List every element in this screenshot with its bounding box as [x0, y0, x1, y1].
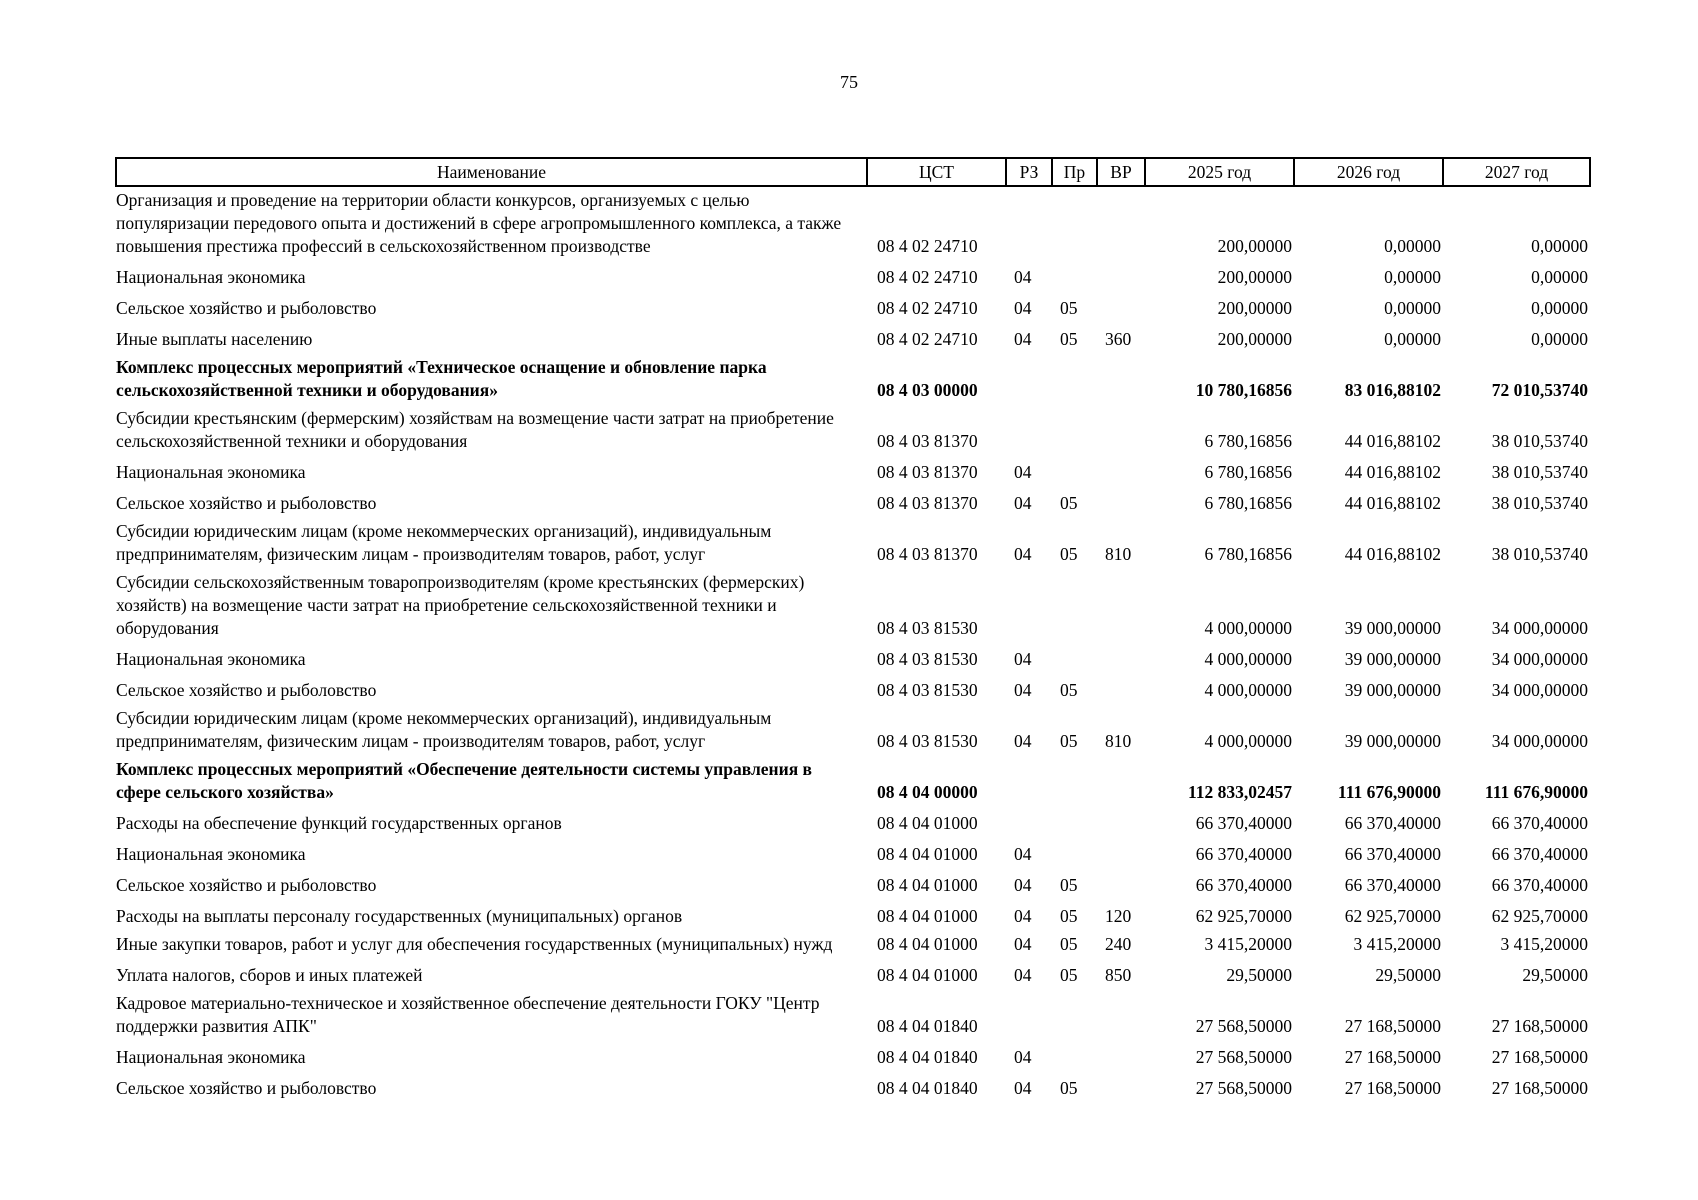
cell-name: Комплекс процессных мероприятий «Обеспечение деятельности системы управления в сфере сельского хозяйства» — [116, 759, 813, 802]
cell-rz: 04 — [1014, 462, 1032, 482]
cell-name: Национальная экономика — [116, 462, 306, 482]
cell-cst: 08 4 04 01000 — [877, 813, 978, 833]
cell-2026: 44 016,88102 — [1344, 493, 1441, 513]
cell-2026: 66 370,40000 — [1344, 875, 1441, 895]
cell-rz: 04 — [1014, 649, 1032, 669]
cell-name: Организация и проведение на территории области конкурсов, организуемых с целью популяризации передового опыта и достижений в сфере агропромышленного комплекса, а также повышения престижа профессий в сельскохозяйственном производстве — [116, 190, 842, 256]
cell-2027: 3 415,20000 — [1500, 934, 1588, 954]
cell-2025: 27 568,50000 — [1195, 1047, 1292, 1067]
cell-vr — [1097, 456, 1145, 487]
cell-2027: 0,00000 — [1531, 329, 1588, 349]
cell-pr — [1052, 990, 1097, 1041]
cell-2026: 0,00000 — [1384, 267, 1441, 287]
budget-table — [115, 157, 1591, 1103]
cell-rz: 04 — [1014, 875, 1032, 895]
cell-vr — [1097, 869, 1145, 900]
cell-2026: 39 000,00000 — [1344, 731, 1441, 751]
cell-name: Кадровое материально-техническое и хозяйственное обеспечение деятельности ГОКУ "Центр поддержки развития АПК" — [116, 993, 820, 1036]
cell-rz: 04 — [1014, 1047, 1032, 1067]
header-2027: 2027 год — [1443, 158, 1590, 186]
cell-vr — [1097, 807, 1145, 838]
cell-2026: 83 016,88102 — [1344, 380, 1441, 400]
table-row — [116, 756, 1590, 807]
cell-rz — [1006, 186, 1052, 261]
cell-cst: 08 4 02 24710 — [877, 236, 978, 256]
cell-2026: 29,50000 — [1375, 965, 1441, 985]
cell-vr — [1097, 569, 1145, 643]
cell-vr — [1097, 354, 1145, 405]
cell-name: Иные закупки товаров, работ и услуг для обеспечения государственных (муниципальных) нужд — [116, 934, 833, 954]
cell-name: Субсидии крестьянским (фермерским) хозяйствам на возмещение части затрат на приобретение сельскохозяйственной техники и оборудования — [116, 408, 834, 451]
table-row — [116, 292, 1590, 323]
table-row — [116, 705, 1590, 756]
cell-2027: 34 000,00000 — [1491, 649, 1588, 669]
cell-2025: 4 000,00000 — [1204, 649, 1292, 669]
cell-2025: 6 780,16856 — [1204, 493, 1292, 513]
cell-2025: 62 925,70000 — [1195, 906, 1292, 926]
cell-2026: 44 016,88102 — [1344, 462, 1441, 482]
table-row — [116, 354, 1590, 405]
cell-2025: 6 780,16856 — [1204, 431, 1292, 451]
cell-rz — [1006, 756, 1052, 807]
cell-pr — [1052, 643, 1097, 674]
cell-vr — [1097, 1072, 1145, 1103]
cell-pr — [1052, 1041, 1097, 1072]
table-row — [116, 1072, 1590, 1103]
cell-cst: 08 4 03 81530 — [877, 731, 978, 751]
cell-rz: 04 — [1014, 493, 1032, 513]
table-row — [116, 1041, 1590, 1072]
cell-vr — [1097, 405, 1145, 456]
cell-2027: 111 676,90000 — [1484, 782, 1588, 802]
cell-pr: 05 — [1060, 934, 1078, 954]
cell-rz — [1006, 354, 1052, 405]
cell-rz — [1006, 405, 1052, 456]
cell-rz: 04 — [1014, 329, 1032, 349]
cell-name: Расходы на выплаты персоналу государственных (муниципальных) органов — [116, 906, 683, 926]
cell-2027: 34 000,00000 — [1491, 618, 1588, 638]
cell-name: Субсидии юридическим лицам (кроме некоммерческих организаций), индивидуальным предпринимателям, физическим лицам - производителям товаров, работ, услуг — [116, 521, 772, 564]
cell-name: Сельское хозяйство и рыболовство — [116, 1078, 377, 1098]
cell-2027: 27 168,50000 — [1491, 1016, 1588, 1036]
cell-2027: 38 010,53740 — [1491, 462, 1588, 482]
cell-name: Субсидии юридическим лицам (кроме некоммерческих организаций), индивидуальным предпринимателям, физическим лицам - производителям товаров, работ, услуг — [116, 708, 772, 751]
cell-cst: 08 4 03 81370 — [877, 431, 978, 451]
cell-rz: 04 — [1014, 1078, 1032, 1098]
cell-2026: 62 925,70000 — [1344, 906, 1441, 926]
cell-vr — [1097, 756, 1145, 807]
cell-2027: 66 370,40000 — [1491, 875, 1588, 895]
cell-2027: 62 925,70000 — [1491, 906, 1588, 926]
cell-rz: 04 — [1014, 906, 1032, 926]
page-number: 75 — [840, 72, 858, 92]
table-row — [116, 405, 1590, 456]
cell-name: Уплата налогов, сборов и иных платежей — [116, 965, 423, 985]
cell-vr — [1097, 186, 1145, 261]
header-2025: 2025 год — [1145, 158, 1294, 186]
cell-vr — [1097, 990, 1145, 1041]
cell-name: Субсидии сельскохозяйственным товаропроизводителям (кроме крестьянских (фермерских) хозяйств) на возмещение части затрат на приобретение сельскохозяйственной техники и оборудования — [116, 572, 805, 638]
cell-vr: 810 — [1105, 544, 1132, 564]
cell-2025: 6 780,16856 — [1204, 462, 1292, 482]
table-row — [116, 487, 1590, 518]
cell-2026: 0,00000 — [1384, 329, 1441, 349]
cell-2025: 112 833,02457 — [1187, 782, 1292, 802]
cell-name: Национальная экономика — [116, 267, 306, 287]
cell-pr: 05 — [1060, 906, 1078, 926]
cell-pr: 05 — [1060, 680, 1078, 700]
cell-vr: 360 — [1105, 329, 1132, 349]
cell-rz — [1006, 807, 1052, 838]
cell-rz: 04 — [1014, 298, 1032, 318]
cell-2027: 38 010,53740 — [1491, 493, 1588, 513]
cell-vr — [1097, 487, 1145, 518]
cell-rz: 04 — [1014, 844, 1032, 864]
cell-pr: 05 — [1060, 731, 1078, 751]
cell-2025: 66 370,40000 — [1195, 844, 1292, 864]
cell-2026: 27 168,50000 — [1344, 1078, 1441, 1098]
cell-vr: 120 — [1105, 906, 1132, 926]
cell-rz — [1006, 990, 1052, 1041]
table-row — [116, 869, 1590, 900]
cell-pr: 05 — [1060, 493, 1078, 513]
cell-name: Сельское хозяйство и рыболовство — [116, 875, 377, 895]
cell-cst: 08 4 04 01000 — [877, 844, 978, 864]
cell-2025: 66 370,40000 — [1195, 813, 1292, 833]
cell-vr — [1097, 261, 1145, 292]
cell-2025: 66 370,40000 — [1195, 875, 1292, 895]
cell-2027: 38 010,53740 — [1491, 544, 1588, 564]
cell-cst: 08 4 04 00000 — [877, 782, 978, 802]
cell-pr — [1052, 569, 1097, 643]
cell-2025: 4 000,00000 — [1204, 731, 1292, 751]
cell-cst: 08 4 04 01840 — [877, 1078, 978, 1098]
cell-cst: 08 4 04 01840 — [877, 1047, 978, 1067]
cell-vr — [1097, 838, 1145, 869]
cell-vr: 810 — [1105, 731, 1132, 751]
cell-pr — [1052, 456, 1097, 487]
cell-rz: 04 — [1014, 965, 1032, 985]
cell-2025: 3 415,20000 — [1204, 934, 1292, 954]
cell-name: Сельское хозяйство и рыболовство — [116, 298, 377, 318]
cell-cst: 08 4 03 00000 — [877, 380, 978, 400]
cell-pr: 05 — [1060, 298, 1078, 318]
table-row — [116, 323, 1590, 354]
table-row — [116, 900, 1590, 931]
cell-2027: 27 168,50000 — [1491, 1047, 1588, 1067]
cell-2026: 3 415,20000 — [1353, 934, 1441, 954]
cell-2027: 0,00000 — [1531, 236, 1588, 256]
cell-2026: 66 370,40000 — [1344, 844, 1441, 864]
cell-2027: 0,00000 — [1531, 298, 1588, 318]
cell-2027: 72 010,53740 — [1491, 380, 1588, 400]
cell-2026: 39 000,00000 — [1344, 680, 1441, 700]
cell-2025: 27 568,50000 — [1195, 1078, 1292, 1098]
cell-2027: 34 000,00000 — [1491, 680, 1588, 700]
cell-2026: 111 676,90000 — [1337, 782, 1441, 802]
cell-2025: 4 000,00000 — [1204, 618, 1292, 638]
cell-pr: 05 — [1060, 329, 1078, 349]
cell-pr — [1052, 186, 1097, 261]
header-row — [116, 158, 1590, 186]
cell-2027: 0,00000 — [1531, 267, 1588, 287]
cell-2026: 0,00000 — [1384, 236, 1441, 256]
cell-cst: 08 4 04 01000 — [877, 875, 978, 895]
cell-cst: 08 4 03 81530 — [877, 649, 978, 669]
table-row — [116, 643, 1590, 674]
table-row — [116, 674, 1590, 705]
cell-cst: 08 4 04 01000 — [877, 965, 978, 985]
table-row — [116, 456, 1590, 487]
cell-rz: 04 — [1014, 934, 1032, 954]
cell-name: Иные выплаты населению — [116, 329, 313, 349]
cell-rz — [1006, 569, 1052, 643]
cell-2027: 66 370,40000 — [1491, 844, 1588, 864]
cell-pr — [1052, 756, 1097, 807]
cell-2025: 6 780,16856 — [1204, 544, 1292, 564]
cell-2026: 0,00000 — [1384, 298, 1441, 318]
cell-cst: 08 4 02 24710 — [877, 298, 978, 318]
cell-2025: 27 568,50000 — [1195, 1016, 1292, 1036]
cell-cst: 08 4 04 01840 — [877, 1016, 978, 1036]
cell-pr: 05 — [1060, 1078, 1078, 1098]
cell-2025: 200,00000 — [1217, 298, 1292, 318]
cell-2025: 200,00000 — [1217, 329, 1292, 349]
cell-name: Национальная экономика — [116, 1047, 306, 1067]
header-pr: Пр — [1052, 158, 1097, 186]
cell-cst: 08 4 03 81530 — [877, 680, 978, 700]
cell-name: Сельское хозяйство и рыболовство — [116, 493, 377, 513]
cell-name: Комплекс процессных мероприятий «Техническое оснащение и обновление парка сельскохозяйственной техники и оборудования» — [116, 357, 767, 400]
cell-2025: 200,00000 — [1217, 267, 1292, 287]
cell-2026: 44 016,88102 — [1344, 431, 1441, 451]
cell-2025: 200,00000 — [1217, 236, 1292, 256]
table-row — [116, 261, 1590, 292]
header-vr: ВР — [1097, 158, 1145, 186]
cell-vr — [1097, 292, 1145, 323]
cell-vr: 850 — [1105, 965, 1132, 985]
cell-pr: 05 — [1060, 875, 1078, 895]
cell-2027: 27 168,50000 — [1491, 1078, 1588, 1098]
cell-2027: 38 010,53740 — [1491, 431, 1588, 451]
cell-pr — [1052, 807, 1097, 838]
cell-rz: 04 — [1014, 731, 1032, 751]
cell-pr: 05 — [1060, 544, 1078, 564]
cell-cst: 08 4 04 01000 — [877, 906, 978, 926]
cell-cst: 08 4 04 01000 — [877, 934, 978, 954]
cell-pr — [1052, 261, 1097, 292]
cell-cst: 08 4 02 24710 — [877, 267, 978, 287]
table-row — [116, 186, 1590, 261]
cell-rz: 04 — [1014, 544, 1032, 564]
table-row — [116, 959, 1590, 990]
cell-name: Национальная экономика — [116, 649, 306, 669]
cell-2027: 66 370,40000 — [1491, 813, 1588, 833]
cell-vr — [1097, 643, 1145, 674]
cell-cst: 08 4 03 81370 — [877, 493, 978, 513]
cell-pr: 05 — [1060, 965, 1078, 985]
cell-cst: 08 4 03 81530 — [877, 618, 978, 638]
cell-pr — [1052, 838, 1097, 869]
cell-2026: 39 000,00000 — [1344, 649, 1441, 669]
cell-pr — [1052, 405, 1097, 456]
cell-pr — [1052, 354, 1097, 405]
header-rz: РЗ — [1006, 158, 1052, 186]
cell-2026: 27 168,50000 — [1344, 1047, 1441, 1067]
cell-rz: 04 — [1014, 680, 1032, 700]
header-name: Наименование — [116, 158, 867, 186]
cell-name: Национальная экономика — [116, 844, 306, 864]
header-cst: ЦСТ — [867, 158, 1006, 186]
cell-vr: 240 — [1105, 934, 1132, 954]
cell-name: Сельское хозяйство и рыболовство — [116, 680, 377, 700]
cell-cst: 08 4 02 24710 — [877, 329, 978, 349]
cell-2026: 27 168,50000 — [1344, 1016, 1441, 1036]
cell-2025: 10 780,16856 — [1195, 380, 1292, 400]
cell-vr — [1097, 1041, 1145, 1072]
cell-2025: 29,50000 — [1226, 965, 1292, 985]
cell-rz: 04 — [1014, 267, 1032, 287]
table-row — [116, 807, 1590, 838]
cell-name: Расходы на обеспечение функций государственных органов — [116, 813, 562, 833]
cell-2026: 66 370,40000 — [1344, 813, 1441, 833]
cell-2026: 39 000,00000 — [1344, 618, 1441, 638]
cell-2026: 44 016,88102 — [1344, 544, 1441, 564]
table-row — [116, 569, 1590, 643]
cell-2027: 34 000,00000 — [1491, 731, 1588, 751]
cell-vr — [1097, 674, 1145, 705]
cell-2027: 29,50000 — [1522, 965, 1588, 985]
cell-cst: 08 4 03 81370 — [877, 462, 978, 482]
table-row — [116, 990, 1590, 1041]
cell-cst: 08 4 03 81370 — [877, 544, 978, 564]
table-row — [116, 518, 1590, 569]
table-row — [116, 931, 1590, 959]
cell-2025: 4 000,00000 — [1204, 680, 1292, 700]
table-row — [116, 838, 1590, 869]
header-2026: 2026 год — [1294, 158, 1443, 186]
